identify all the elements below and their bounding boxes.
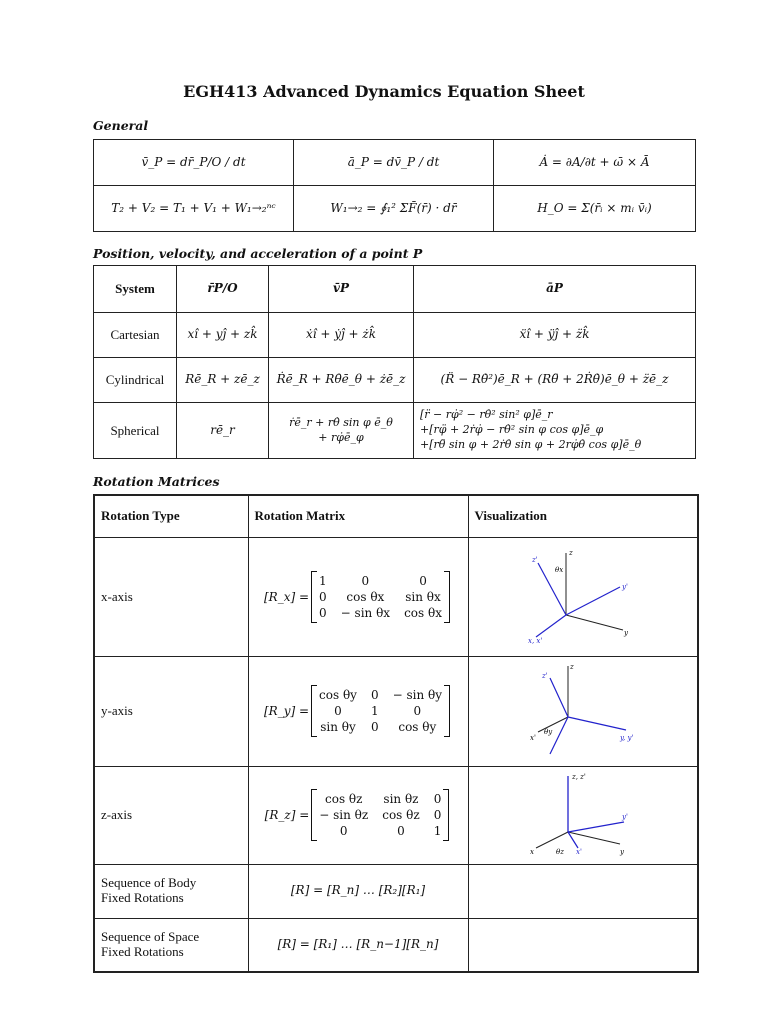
- ry-m32: 0: [370, 720, 379, 734]
- label-y: y: [619, 847, 624, 856]
- header-rotation-matrix: Rotation Matrix: [248, 495, 468, 537]
- rz-m32: 0: [397, 824, 405, 838]
- bracket-right: [444, 571, 450, 623]
- rz-m21: − sin θz: [319, 808, 369, 822]
- ry-m12: 0: [370, 688, 379, 702]
- cartesian-velocity: ẋî + ẏĵ + żk̂: [269, 313, 414, 358]
- header-rotation-type: Rotation Type: [94, 495, 248, 537]
- rz-m13: 0: [433, 792, 442, 806]
- rotation-type-x: x-axis: [94, 537, 248, 656]
- y-axis-line: [566, 615, 623, 630]
- rx-m21: 0: [319, 589, 327, 604]
- z-rotation-diagram: [528, 770, 638, 858]
- ry-m33: cos θy: [398, 720, 437, 734]
- header-acceleration: āP: [414, 266, 696, 313]
- y-prime-line: [566, 587, 620, 615]
- label-z: z: [568, 549, 573, 557]
- matrix-rx: [264, 571, 452, 623]
- rz-m11: cos θz: [325, 792, 363, 806]
- body-fixed-viz-empty: [468, 864, 698, 918]
- label-y: y: [623, 629, 628, 637]
- rotation-type-y: y-axis: [94, 656, 248, 766]
- y-axis-line: [568, 832, 620, 844]
- bracket-left: [311, 789, 317, 841]
- section-position: Position, velocity, and acceleration of a point P: [93, 246, 423, 261]
- bracket-right: [444, 685, 450, 737]
- x-axis-line: [536, 615, 566, 637]
- rx-m32: − sin θx: [340, 605, 391, 620]
- cylindrical-position: Rē_R + zē_z: [177, 358, 269, 403]
- energy-equation: T₂ + V₂ = T₁ + V₁ + W₁→₂ⁿᶜ: [94, 186, 294, 232]
- work-equation: W₁→₂ = ∮₁² ΣF̄(r̄) · dr̄: [294, 186, 494, 232]
- x-axis-line: [538, 717, 568, 732]
- acceleration-def: ā_P = dv̄_P / dt: [294, 140, 494, 186]
- header-velocity: v̄P: [269, 266, 414, 313]
- ry-m31: sin θy: [320, 720, 356, 734]
- rz-m31: 0: [339, 824, 348, 838]
- rz-m33: 1: [433, 824, 442, 838]
- spherical-velocity: ṙē_r + rθ̇ sin φ ē_θ + rφ̇ē_φ: [269, 403, 414, 459]
- section-general: General: [93, 118, 149, 133]
- rotation-type-z: z-axis: [94, 766, 248, 864]
- label-y-prime: y': [621, 583, 628, 591]
- label-y-prime: y': [621, 812, 628, 821]
- rx-m13: 0: [419, 573, 427, 588]
- angular-momentum: H_O = Σ(r̄ᵢ × mᵢ v̄ᵢ): [494, 186, 696, 232]
- section-rotation: Rotation Matrices: [93, 474, 220, 489]
- z-prime-line: [550, 678, 568, 717]
- matrix-ry-lhs: [R_y] =: [263, 704, 310, 718]
- matrix-rz-lhs: [R_z] =: [264, 808, 310, 822]
- y-axis-line: [568, 717, 626, 730]
- ry-m23: 0: [413, 704, 422, 718]
- space-fixed-formula: [R] = [R₁] … [R_n−1][R_n]: [248, 918, 468, 972]
- space-fixed-viz-empty: [468, 918, 698, 972]
- cylindrical-acceleration: (R̈ − Rθ̇²)ē_R + (Rθ̈ + 2Ṙθ̇)ē_θ + z̈ē_z: [414, 358, 696, 403]
- system-spherical: Spherical: [94, 403, 177, 459]
- header-position: r̄P/O: [177, 266, 269, 313]
- label-x: x: [529, 847, 534, 856]
- cartesian-acceleration: ẍî + ÿĵ + z̈k̂: [414, 313, 696, 358]
- rz-m22: cos θz: [382, 808, 420, 822]
- y-rotation-diagram: [528, 662, 638, 758]
- rotation-type-body-fixed: Sequence of Body Fixed Rotations: [94, 864, 248, 918]
- rx-m33: cos θx: [404, 605, 442, 620]
- label-y-yprime: y, y': [619, 733, 634, 742]
- ry-m21: 0: [334, 704, 342, 718]
- label-theta-y: θy: [543, 727, 552, 736]
- rx-m31: 0: [319, 605, 327, 620]
- matrix-rz: [265, 789, 452, 841]
- rx-m22: cos θx: [346, 589, 385, 604]
- label-z: z: [569, 662, 574, 671]
- system-cylindrical: Cylindrical: [94, 358, 177, 403]
- ry-m11: cos θy: [319, 688, 357, 702]
- x-prime-line: [550, 717, 568, 754]
- x-axis-line: [536, 832, 568, 848]
- label-z-zprime: z, z': [571, 772, 586, 781]
- velocity-def: v̄_P = dr̄_P/O / dt: [94, 140, 294, 186]
- x-rotation-diagram: [528, 545, 638, 645]
- rotation-table: [93, 494, 699, 973]
- matrix-ry: [264, 685, 452, 737]
- label-theta-z: θz: [555, 847, 564, 856]
- label-x-prime: x': [529, 733, 536, 742]
- general-table: [93, 139, 696, 232]
- label-x-prime: x': [575, 847, 582, 856]
- sheet-title: EGH413 Advanced Dynamics Equation Sheet: [183, 82, 585, 101]
- kinematics-table: [93, 265, 696, 459]
- label-z-prime: z': [531, 556, 538, 564]
- rx-m12: 0: [361, 573, 370, 588]
- rotation-type-space-fixed: Sequence of Space Fixed Rotations: [94, 918, 248, 972]
- bracket-left: [311, 685, 317, 737]
- rx-m23: sin θx: [405, 589, 441, 604]
- ry-m22: 1: [370, 704, 379, 718]
- cartesian-position: xî + yĵ + zk̂: [177, 313, 269, 358]
- ry-m13: − sin θy: [392, 688, 443, 702]
- cylindrical-velocity: Ṙē_R + Rθ̇ē_θ + żē_z: [269, 358, 414, 403]
- rz-m12: sin θz: [383, 792, 419, 806]
- header-system: System: [94, 266, 177, 313]
- label-x-xprime: x, x': [527, 637, 543, 645]
- label-theta-x: θx: [554, 566, 563, 574]
- label-z-prime: z': [541, 671, 548, 680]
- header-visualization: Visualization: [468, 495, 698, 537]
- spherical-acceleration: [r̈ − rφ̇² − rθ̇² sin² φ]ē_r +[rφ̈ + 2ṙφ̇ − rθ̇² sin φ cos φ]ē_φ +[rθ̈ sin φ + 2ṙθ̇ sin φ + 2rφ̇θ̇ cos φ]ē_θ: [414, 403, 696, 459]
- transport-theorem: Ȧ = ∂A/∂t + ω̄ × Ā: [494, 140, 696, 186]
- body-fixed-formula: [R] = [R_n] … [R₂][R₁]: [248, 864, 468, 918]
- bracket-left: [311, 571, 317, 623]
- rz-m23: 0: [433, 808, 442, 822]
- matrix-rx-lhs: [R_x] =: [263, 589, 310, 604]
- system-cartesian: Cartesian: [94, 313, 177, 358]
- spherical-position: rē_r: [177, 403, 269, 459]
- y-prime-line: [568, 822, 624, 832]
- rx-m11: 1: [319, 573, 327, 588]
- bracket-right: [443, 789, 449, 841]
